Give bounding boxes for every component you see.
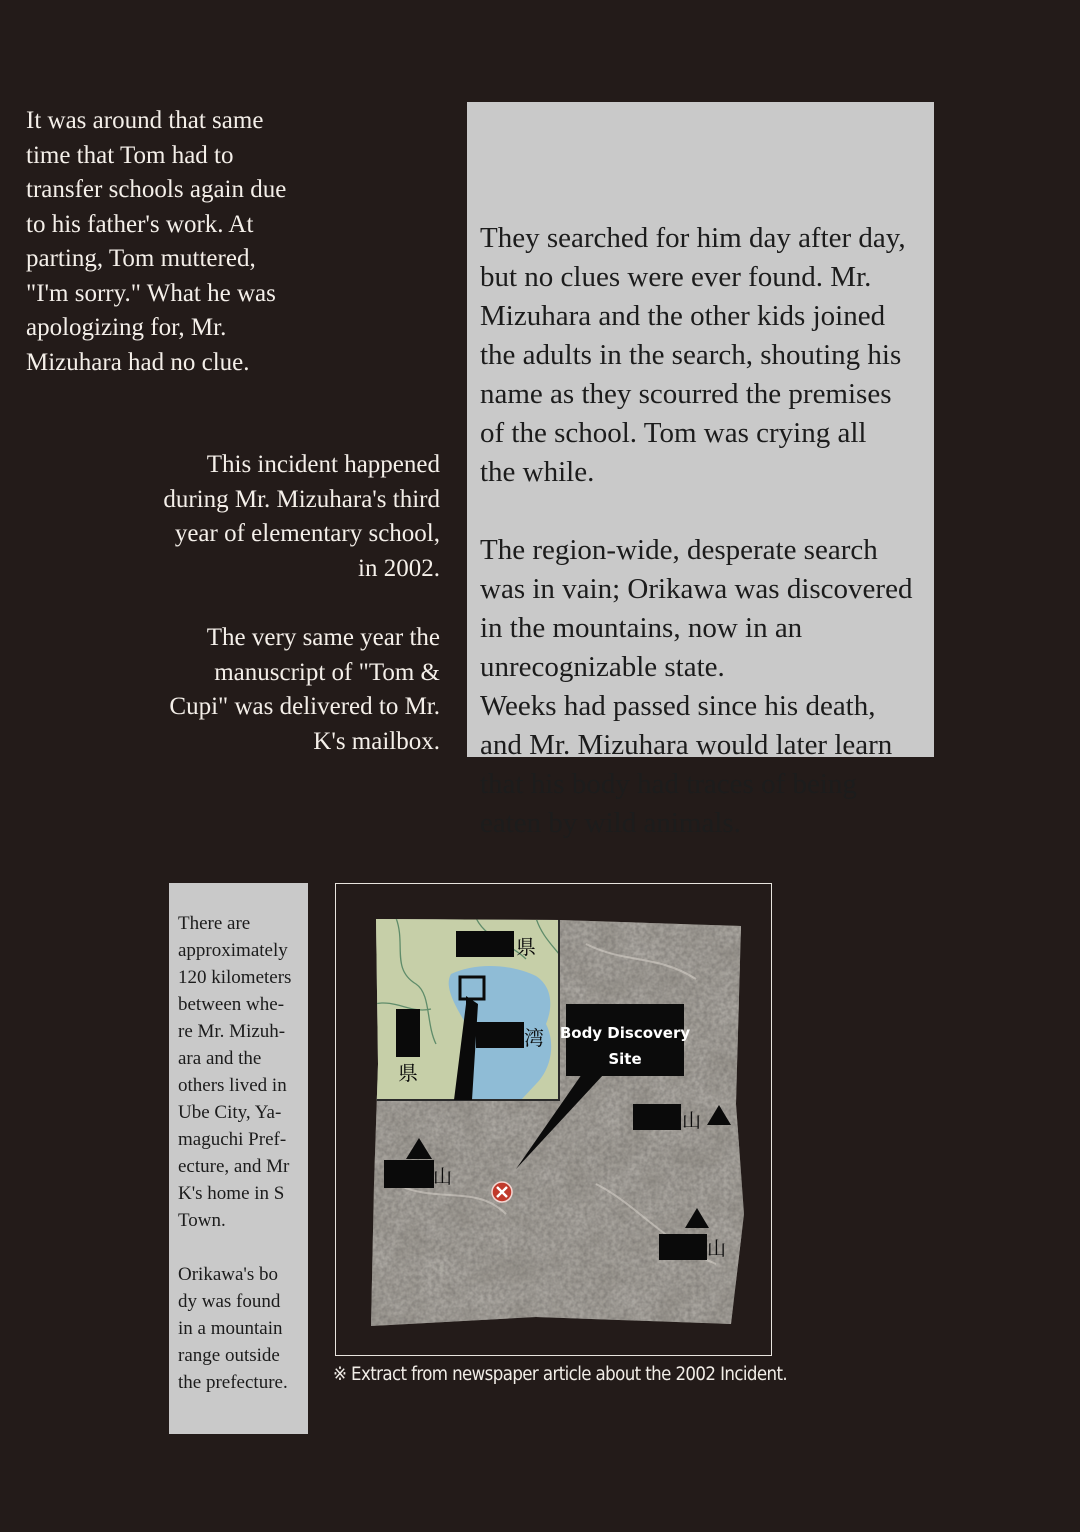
prefecture-top-label: 県 bbox=[516, 935, 536, 959]
incident-line: year of elementary school, bbox=[174, 520, 440, 547]
redaction-bar bbox=[384, 1160, 434, 1188]
manuscript-line: Cupi" was delivered to Mr. bbox=[169, 693, 440, 720]
redaction-bar bbox=[633, 1104, 681, 1130]
side-note-line: Ube City, Ya- bbox=[178, 1102, 282, 1123]
side-note-line: between whe- bbox=[178, 994, 285, 1015]
intro-line: parting, Tom muttered, bbox=[26, 245, 256, 272]
redaction-bar bbox=[659, 1234, 707, 1260]
search-line: Mizuhara and the other kids joined bbox=[480, 300, 886, 332]
search-line: They searched for him day after day, bbox=[480, 222, 906, 254]
incident-line: in 2002. bbox=[358, 554, 440, 582]
incident-line: during Mr. Mizuhara's third bbox=[163, 485, 440, 513]
search-paragraph-2 bbox=[480, 531, 912, 843]
side-note-line: dy was found bbox=[178, 1291, 281, 1312]
side-note-paragraph-1 bbox=[178, 910, 291, 1234]
search-line: The region-wide, desperate search bbox=[480, 534, 878, 566]
mountain-left-label: 山 bbox=[433, 1166, 453, 1188]
search-line: that his body had traces of being bbox=[480, 768, 857, 800]
side-note-line: 120 kilometers bbox=[178, 967, 292, 988]
side-note-line: the prefecture. bbox=[178, 1372, 288, 1393]
side-note-line: K's home in S bbox=[178, 1183, 285, 1204]
search-line: was in vain; Orikawa was discovered bbox=[480, 573, 913, 605]
side-note-line: in a mountain bbox=[178, 1318, 283, 1339]
side-note-line: maguchi Pref- bbox=[178, 1129, 287, 1150]
side-note-line: re Mr. Mizuh- bbox=[178, 1021, 286, 1042]
redaction-bar bbox=[476, 1022, 524, 1048]
search-line: in the mountains, now in an bbox=[480, 612, 803, 644]
mountain-bottom-label: 山 bbox=[707, 1238, 727, 1260]
map-image bbox=[336, 884, 773, 1357]
intro-line: "I'm sorry." What he was bbox=[26, 279, 276, 307]
side-note-line: ecture, and Mr bbox=[178, 1156, 290, 1177]
callout-line-1: Body Discovery bbox=[559, 1024, 691, 1042]
side-note-line: range outside bbox=[178, 1345, 280, 1366]
side-note-line: ara and the bbox=[178, 1048, 262, 1069]
search-text-box bbox=[467, 102, 934, 839]
manuscript-line: K's mailbox. bbox=[313, 727, 440, 755]
search-line: unrecognizable state. bbox=[480, 651, 725, 683]
callout-line-2: Site bbox=[608, 1050, 642, 1068]
search-line: the adults in the search, shouting his bbox=[480, 339, 902, 371]
side-note-box bbox=[169, 883, 308, 1434]
intro-line: It was around that same bbox=[26, 107, 264, 134]
manuscript-line: The very same year the bbox=[206, 624, 440, 651]
search-line: eaten by wild animals. bbox=[480, 807, 741, 839]
redaction-bar bbox=[396, 1009, 420, 1057]
incident-line: This incident happened bbox=[206, 451, 440, 478]
map-frame bbox=[335, 883, 772, 1356]
intro-line: time that Tom had to bbox=[26, 141, 234, 169]
side-note-line: Town. bbox=[178, 1210, 226, 1231]
search-line: of the school. Tom was crying all bbox=[480, 417, 867, 449]
intro-line: to his father's work. At bbox=[26, 210, 254, 238]
side-note-line: There are bbox=[178, 913, 251, 934]
redaction-bar bbox=[456, 931, 514, 957]
side-note-line: approximately bbox=[178, 940, 288, 961]
intro-line: transfer schools again due bbox=[26, 176, 287, 203]
side-note-line: Orikawa's bo bbox=[178, 1264, 278, 1285]
manuscript-paragraph bbox=[169, 621, 440, 759]
intro-paragraph bbox=[26, 104, 286, 380]
incident-paragraph bbox=[163, 448, 440, 586]
search-line: and Mr. Mizuhara would later learn bbox=[480, 729, 893, 761]
side-note-line: others lived in bbox=[178, 1075, 287, 1096]
search-line: Weeks had passed since his death, bbox=[480, 690, 876, 722]
map-caption: ※ Extract from newspaper article about the 2002 Incident. bbox=[333, 1364, 788, 1385]
search-line: name as they scourred the premises bbox=[480, 378, 892, 410]
mountain-right-label: 山 bbox=[682, 1110, 702, 1132]
intro-line: Mizuhara had no clue. bbox=[26, 348, 250, 376]
search-paragraph-1 bbox=[480, 219, 906, 492]
manuscript-line: manuscript of "Tom & bbox=[214, 658, 440, 686]
search-line: but no clues were ever found. Mr. bbox=[480, 261, 872, 293]
search-line: the while. bbox=[480, 456, 595, 488]
side-note-paragraph-2 bbox=[178, 1261, 288, 1396]
bay-label: 湾 bbox=[524, 1026, 544, 1050]
prefecture-left-label: 県 bbox=[398, 1061, 418, 1085]
intro-line: apologizing for, Mr. bbox=[26, 314, 227, 341]
